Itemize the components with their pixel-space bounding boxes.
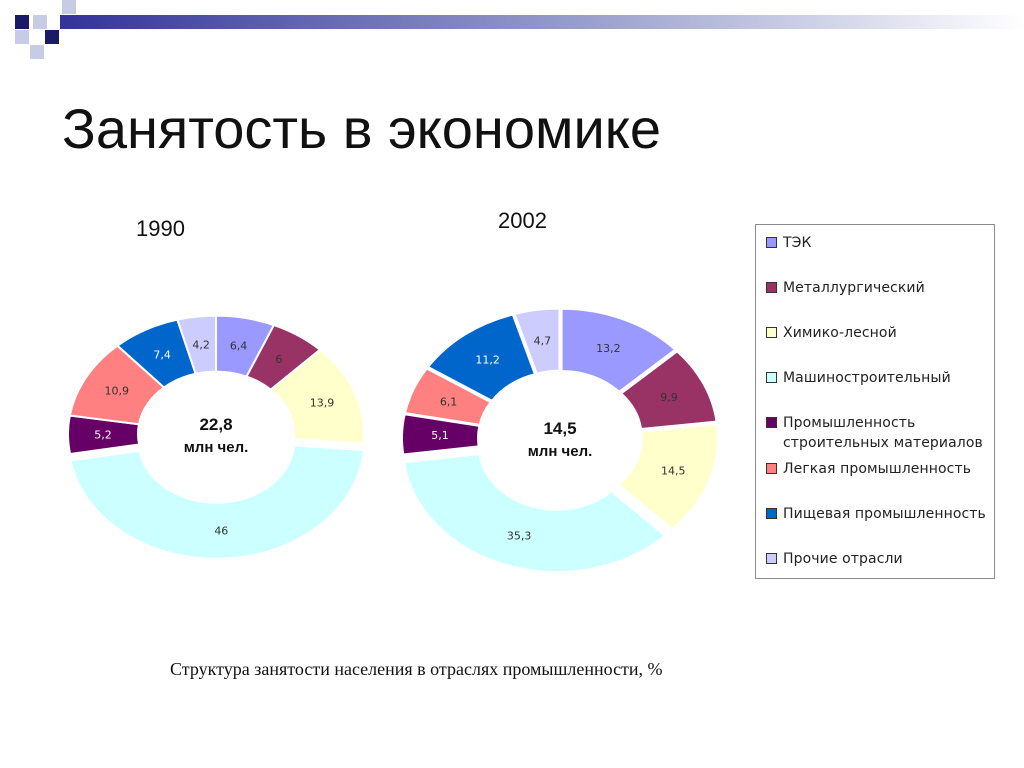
chart-caption: Структура занятости населения в отраслях промышленности, %	[170, 659, 663, 679]
center-total-value: 22,8	[199, 415, 233, 434]
legend-item	[762, 323, 988, 343]
legend-label: Металлургический	[783, 280, 925, 296]
deco-square	[33, 15, 47, 29]
legend-item	[762, 278, 988, 298]
slice-value-label: 46	[214, 524, 229, 538]
legend-item	[762, 459, 988, 479]
slice-value-label: 35,3	[506, 529, 532, 543]
header-bar	[60, 15, 1024, 29]
legend-item	[762, 368, 988, 388]
legend-swatch	[766, 417, 777, 428]
donut-chart-2002	[392, 290, 722, 580]
legend-item	[762, 504, 988, 524]
slice-value-label: 6,1	[439, 395, 458, 409]
deco-square	[45, 30, 59, 44]
slice-value-label: 14,5	[661, 464, 686, 478]
legend-label: Промышленность строительных материалов	[783, 415, 983, 451]
slice-value-label: 13,9	[309, 396, 335, 410]
deco-square	[62, 0, 76, 14]
legend-swatch	[766, 463, 777, 474]
deco-square	[15, 30, 29, 44]
legend-label: Легкая промышленность	[783, 461, 972, 477]
legend-label: Пищевая промышленность	[783, 506, 986, 522]
deco-square	[30, 45, 44, 59]
center-total-unit: млн чел.	[183, 439, 249, 456]
donut-slice	[70, 445, 363, 558]
slice-value-label: 4,2	[192, 338, 210, 352]
slice-value-label: 6,4	[229, 339, 248, 353]
slide-title: Занятость в экономике	[62, 97, 662, 160]
year-label-2002: 2002	[498, 208, 547, 233]
slice-value-label: 9,9	[660, 390, 678, 404]
legend-label: Химико-лесной	[783, 325, 897, 341]
slice-value-label: 11,2	[475, 353, 500, 367]
slice-value-label: 10,9	[104, 384, 130, 398]
legend-label: Машиностроительный	[783, 370, 951, 386]
legend-swatch	[766, 553, 777, 564]
center-total-unit: млн чел.	[527, 443, 593, 460]
slice-value-label: 4,7	[533, 334, 552, 348]
legend-item	[762, 233, 988, 253]
donut-chart-1990	[58, 300, 368, 580]
chart-legend	[755, 224, 995, 579]
deco-square	[15, 15, 29, 29]
decorative-header	[0, 0, 1024, 60]
legend-swatch	[766, 237, 777, 248]
slice-value-label: 13,2	[596, 341, 621, 355]
legend-label: Прочие отрасли	[783, 551, 903, 567]
legend-swatch	[766, 282, 777, 293]
slice-value-label: 5,1	[431, 429, 449, 443]
legend-swatch	[766, 327, 777, 338]
slice-value-label: 6	[275, 352, 283, 366]
legend-item	[762, 549, 988, 569]
donut-slice	[404, 454, 665, 572]
slice-value-label: 7,4	[153, 348, 171, 362]
slice-value-label: 5,2	[94, 428, 112, 442]
year-label-1990: 1990	[136, 216, 185, 241]
legend-swatch	[766, 372, 777, 383]
legend-swatch	[766, 508, 777, 519]
legend-item	[762, 413, 988, 453]
legend-label: ТЭК	[783, 235, 812, 251]
center-total-value: 14,5	[543, 419, 577, 438]
